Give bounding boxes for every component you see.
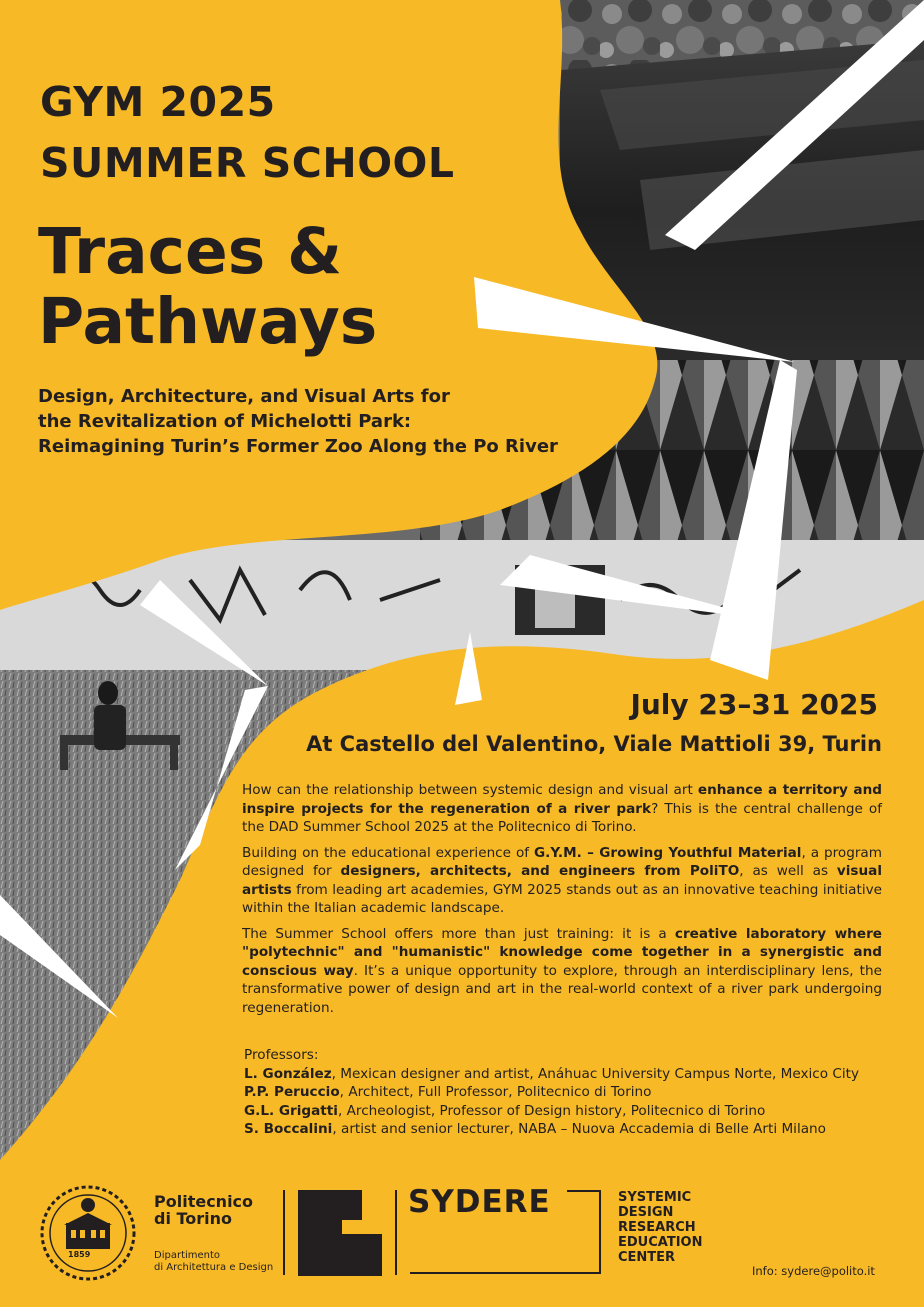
subtitle [38, 384, 598, 459]
subtitle-line-3: Reimagining Turin’s Former Zoo Along the Po River [38, 436, 558, 457]
subtitle-line-1: Design, Architecture, and Visual Arts for [38, 386, 450, 407]
professor-item: G.L. Grigatti, Archeologist, Professor of Design history, Politecnico di Torino [244, 1102, 766, 1119]
professor-item: S. Boccalini, artist and senior lecturer, NABA – Nuova Accademia di Belle Arti Milano [244, 1121, 826, 1137]
event-dates: July 23–31 2025 [630, 688, 878, 721]
professor-item: P.P. Peruccio, Architect, Full Professor, Politecnico di Torino [244, 1084, 652, 1100]
dad-logo-icon [298, 1190, 382, 1276]
sydere-full-name: SYSTEMIC DESIGN RESEARCH EDUCATION CENTER [618, 1190, 703, 1265]
professor-item: L. González, Mexican designer and artist, Anáhuac University Campus Norte, Mexico City [244, 1065, 860, 1082]
polito-name: Politecnico di Torino [154, 1192, 254, 1228]
footer-divider [395, 1190, 397, 1275]
sydere-underline [410, 1272, 600, 1274]
header-line-1: GYM 2025 [40, 78, 276, 126]
header-line-2: SUMMER SCHOOL [40, 139, 455, 187]
department-name: Dipartimento di Architettura e Design [154, 1250, 274, 1273]
polito-seal-icon [38, 1183, 138, 1283]
sydere-bracket [599, 1190, 601, 1274]
title-line-2: Pathways [38, 285, 378, 358]
description [242, 781, 882, 1024]
footer-divider [283, 1190, 285, 1275]
sydere-bracket [567, 1190, 601, 1192]
seal-year: 1859 [68, 1250, 91, 1259]
paragraph-2: Building on the educational experience of G.Y.M. – Growing Youthful Material, a program designed for designers, architects, and engineers from PoliTO, as well as visual artists from leading art academies, GYM 2025 stands out as an innovative teaching initiative within the Italian academic landscape. [242, 844, 883, 916]
professors [244, 1046, 884, 1139]
event-location: At Castello del Valentino, Viale Mattioli 39, Turin [306, 732, 882, 756]
professors-heading: Professors: [244, 1047, 319, 1063]
contact-info: Info: sydere@polito.it [752, 1264, 875, 1278]
paragraph-3: The Summer School offers more than just training: it is a creative laboratory where "polytechnic" and "humanistic" knowledge come together in a synergistic and conscious way. It’s a unique opportunity to explore, through an interdisciplinary lens, the transformative power of design and art in the real-world context of a river park undergoing regeneration. [242, 925, 882, 1016]
title-line-1: Traces & [38, 215, 343, 288]
paragraph-1: How can the relationship between systemic design and visual art enhance a territory and inspire projects for the regeneration of a river park? This is the central challenge of the DAD Summer School 2025 at the Politecnico di Torino. [242, 782, 882, 835]
sydere-logo: SYDERE [408, 1184, 551, 1220]
subtitle-line-2: the Revitalization of Michelotti Park: [38, 411, 412, 432]
